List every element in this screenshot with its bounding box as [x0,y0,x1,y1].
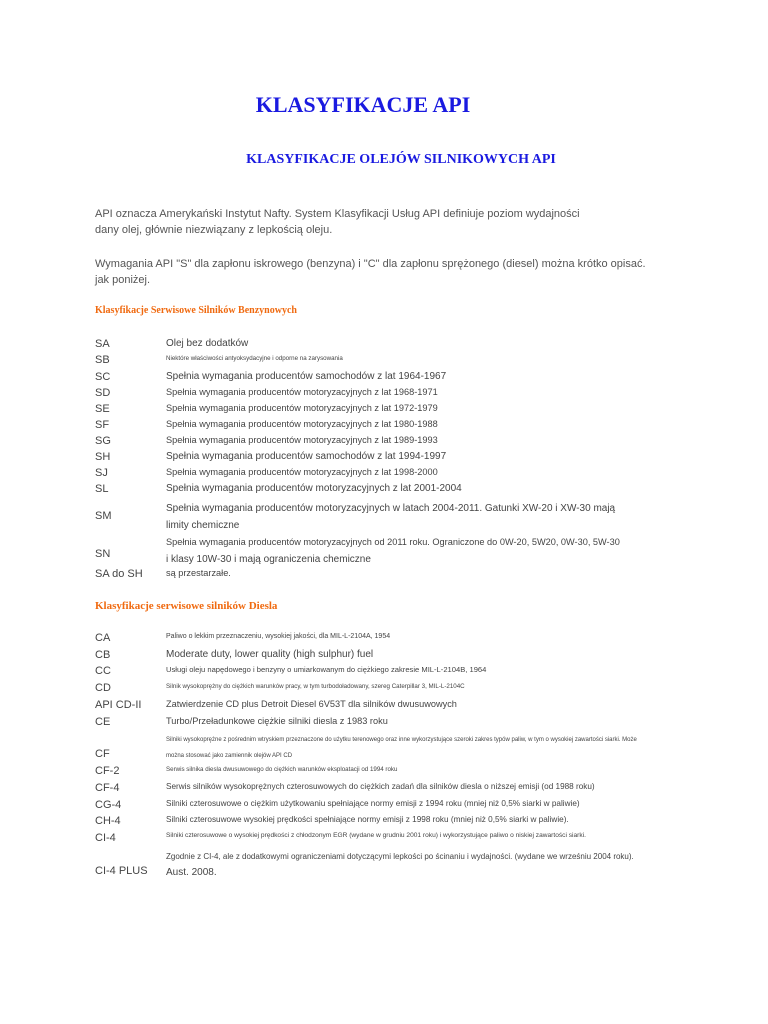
table-row [95,387,768,403]
classification-code: SL [95,483,109,495]
table-row [95,451,768,467]
classification-code: CD [95,682,111,694]
diesel-section-heading: Klasyfikacje serwisowe silników Diesla [95,600,278,612]
table-row [95,419,768,435]
classification-description: Spełnia wymagania producentów motoryzacyjnych od 2011 roku. Ograniczone do 0W-20, 5W20, 0W-30, 5W-30 i klasy 10W-30 i mają ograniczenia chemiczne [166,537,620,565]
classification-description: Silniki czterosuwowe wysokiej prędkości spełniające normy emisji z 1998 roku (mniej niż 0,5% siarki w paliwie). [166,815,569,824]
diesel-classification-table [95,632,768,883]
table-row [95,682,768,699]
classification-description: Olej bez dodatków [166,338,249,349]
classification-code: CF [95,748,110,760]
table-row [95,832,768,849]
intro-line: jak poniżej. [95,274,151,286]
table-row [95,338,768,354]
classification-description: Spełnia wymagania producentów motoryzacyjnych z lat 1980-1988 [166,419,438,429]
classification-code: SB [95,354,110,366]
table-row [95,467,768,483]
classification-description: Usługi oleju napędowego i benzyny o umiarkowanym do ciężkiego zakresie MIL-L-2104B, 1964 [166,665,487,674]
classification-code: CI-4 PLUS [95,865,148,877]
petrol-section-heading: Klasyfikacje Serwisowe Silników Benzynowych [95,305,297,316]
classification-description: Moderate duty, lower quality (high sulphur) fuel [166,649,374,660]
classification-code: SH [95,451,111,463]
classification-description: Spełnia wymagania producentów samochodów z lat 1994-1997 [166,451,447,462]
classification-code: CF-4 [95,782,120,794]
table-row [95,483,768,500]
table-row [95,765,768,782]
table-row [95,403,768,419]
table-row [95,716,768,732]
classification-description: Zatwierdzenie CD plus Detroit Diesel 6V53T dla silników dwusuwowych [166,699,457,709]
table-row [95,732,768,765]
classification-code: SJ [95,467,108,479]
classification-code: CI-4 [95,832,116,844]
classification-code: CF-2 [95,765,120,777]
classification-description: Zgodnie z CI-4, ale z dodatkowymi ograniczeniami dotyczącymi lepkości po ścinaniu i wydajności. (wydane we wrześniu 2004 roku). Aust. 2008. [166,852,634,878]
petrol-classification-table [95,338,768,584]
classification-code: SM [95,510,112,522]
classification-description: Spełnia wymagania producentów motoryzacyjnych z lat 1998-2000 [166,467,438,477]
classification-code: SN [95,548,111,560]
classification-description: Silnik wysokoprężny do ciężkich warunków pracy, w tym turbodoładowany, szereg Caterpillar 3, MIL-L-2104C [166,683,465,690]
table-row [95,815,768,832]
classification-code: CE [95,716,111,728]
intro-line: API oznacza Amerykański Instytut Nafty. System Klasyfikacji Usług API definiuje poziom wydajności [95,208,580,220]
table-row [95,699,768,716]
classification-description: Silniki czterosuwowe o ciężkim użytkowaniu spełniające normy emisji z 1994 roku (mniej niż 0,5% siarki w paliwie) [166,799,580,808]
classification-code: API CD-II [95,699,142,711]
classification-description: Turbo/Przeładunkowe ciężkie silniki diesla z 1983 roku [166,716,388,726]
table-row [95,849,768,883]
table-row [95,354,768,371]
classification-description: Spełnia wymagania producentów motoryzacyjnych z lat 2001-2004 [166,483,462,494]
classification-description: Spełnia wymagania producentów motoryzacyjnych w latach 2004-2011. Gatunki XW-20 i XW-30 mają limity chemiczne [166,503,616,531]
classification-code: CH-4 [95,815,121,827]
table-row [95,632,768,649]
classification-description: Spełnia wymagania producentów motoryzacyjnych z lat 1972-1979 [166,403,438,413]
classification-description: Paliwo o lekkim przeznaczeniu, wysokiej jakości, dla MIL-L-2104A, 1954 [166,633,391,640]
classification-code: CG-4 [95,799,122,811]
classification-description: Silniki wysokoprężne z pośrednim wtryskiem przeznaczone do użytku terenowego oraz inne wykorzystujące szeroki zakres typów paliw, w tym o wysokiej zawartości siarki. Może można stosować jako zamiennik olejów API CD [166,737,637,759]
classification-code: SA do SH [95,568,143,580]
classification-code: SF [95,419,110,431]
classification-code: SG [95,435,111,447]
intro-line: dany olej, głównie niezwiązany z lepkością oleju. [95,224,333,236]
classification-description: Spełnia wymagania producentów samochodów z lat 1964-1967 [166,371,447,382]
page-title: KLASYFIKACJE API [255,92,471,117]
classification-description: są przestarzałe. [166,568,231,578]
classification-description: Serwis silników wysokoprężnych czterosuwowych do ciężkich zadań dla silników diesla o niższej emisji (od 1988 roku) [166,782,595,791]
table-row [95,435,768,451]
table-row [95,371,768,387]
table-row [95,649,768,665]
classification-code: CB [95,649,111,661]
table-row [95,500,768,534]
intro-line: Wymagania API "S" dla zapłonu iskrowego (benzyna) i "C" dla zapłonu sprężonego (diesel) można krótko opisać. [95,258,646,270]
table-row [95,799,768,815]
classification-code: SE [95,403,110,415]
table-row [95,665,768,682]
table-row [95,782,768,799]
classification-description: Serwis silnika diesla dwusuwowego do ciężkich warunków eksploatacji od 1994 roku [166,766,398,773]
classification-description: Niektóre właściwości antyoksydacyjne i odporne na zarysowania [166,355,343,362]
classification-code: SD [95,387,111,399]
classification-code: SA [95,338,110,350]
classification-description: Spełnia wymagania producentów motoryzacyjnych z lat 1989-1993 [166,435,438,445]
classification-description: Silniki czterosuwowe o wysokiej prędkości z chłodzonym EGR (wydane w grudniu 2001 roku) i wykorzystujące paliwo o niskiej zawartości siarki. [166,832,586,839]
table-row [95,534,768,568]
intro-paragraph [95,206,735,238]
classification-code: CC [95,665,111,677]
classification-description: Spełnia wymagania producentów motoryzacyjnych z lat 1968-1971 [166,387,438,397]
table-row [95,568,768,584]
page-subtitle: KLASYFIKACJE OLEJÓW SILNIKOWYCH API [246,152,556,167]
classification-code: CA [95,632,111,644]
classification-code: SC [95,371,111,383]
intro-paragraph-2 [95,256,735,288]
